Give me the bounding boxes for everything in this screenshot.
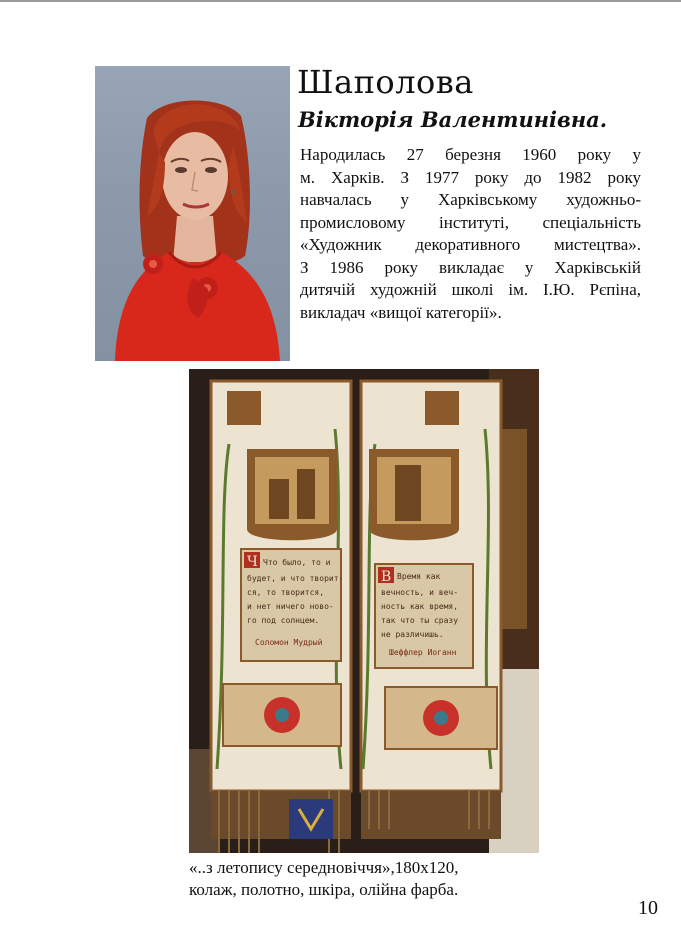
page-number: 10 (638, 897, 658, 919)
bio-line: Народилась 27 березня 1960 року у (300, 145, 641, 164)
bio-line: м. Харків. З 1977 року до 1982 року (300, 167, 641, 187)
artwork-caption (189, 857, 459, 901)
portrait-photo (95, 66, 290, 361)
bio-line: «Художник декоративного мистецтва». (300, 235, 641, 254)
panel-left-line: и нет ничего ново- (247, 602, 334, 611)
panel-right-line: вечность, и веч- (381, 588, 459, 597)
top-rule (0, 0, 681, 2)
panel-right-line: ность как время, (381, 602, 459, 611)
panel-right-line: так что ты сразу (381, 616, 459, 625)
initial-right: В (381, 569, 392, 585)
bio-line: навчалась у Харківському художньо- (300, 190, 641, 209)
bio-line: З 1986 року викладає у Харківській (300, 257, 641, 277)
person-given-names: Вікторія Валентинівна. (298, 107, 608, 132)
biography (300, 144, 641, 324)
panel-right-line: Шеффлер Иоганн (389, 648, 457, 657)
panel-right-line: не различишь. (381, 630, 444, 639)
bio-line: викладач «вищої категорії». (300, 302, 502, 322)
caption-line: «..з летопису середновіччя»,180х120, (189, 858, 459, 877)
panel-left-line: Что было, то и (263, 558, 331, 567)
panel-left-line: Соломон Мудрый (255, 638, 323, 647)
person-surname: Шаполова (297, 63, 474, 101)
panel-left-line: ся, то творится, (247, 588, 325, 597)
caption-line: колаж, полотно, шкіра, олійна фарба. (189, 880, 459, 899)
bio-line: промисловому інституті, спеціальність (300, 212, 641, 232)
panel-right-line: Время как (397, 572, 441, 581)
panel-left-line: будет, и что творит- (247, 574, 344, 583)
artwork-photo (189, 369, 539, 853)
panel-left-line: го под солнцем. (247, 616, 320, 625)
initial-left: Ч (247, 554, 258, 570)
bio-line: дитячій художній школі ім. І.Ю. Рєпіна, (300, 280, 641, 299)
